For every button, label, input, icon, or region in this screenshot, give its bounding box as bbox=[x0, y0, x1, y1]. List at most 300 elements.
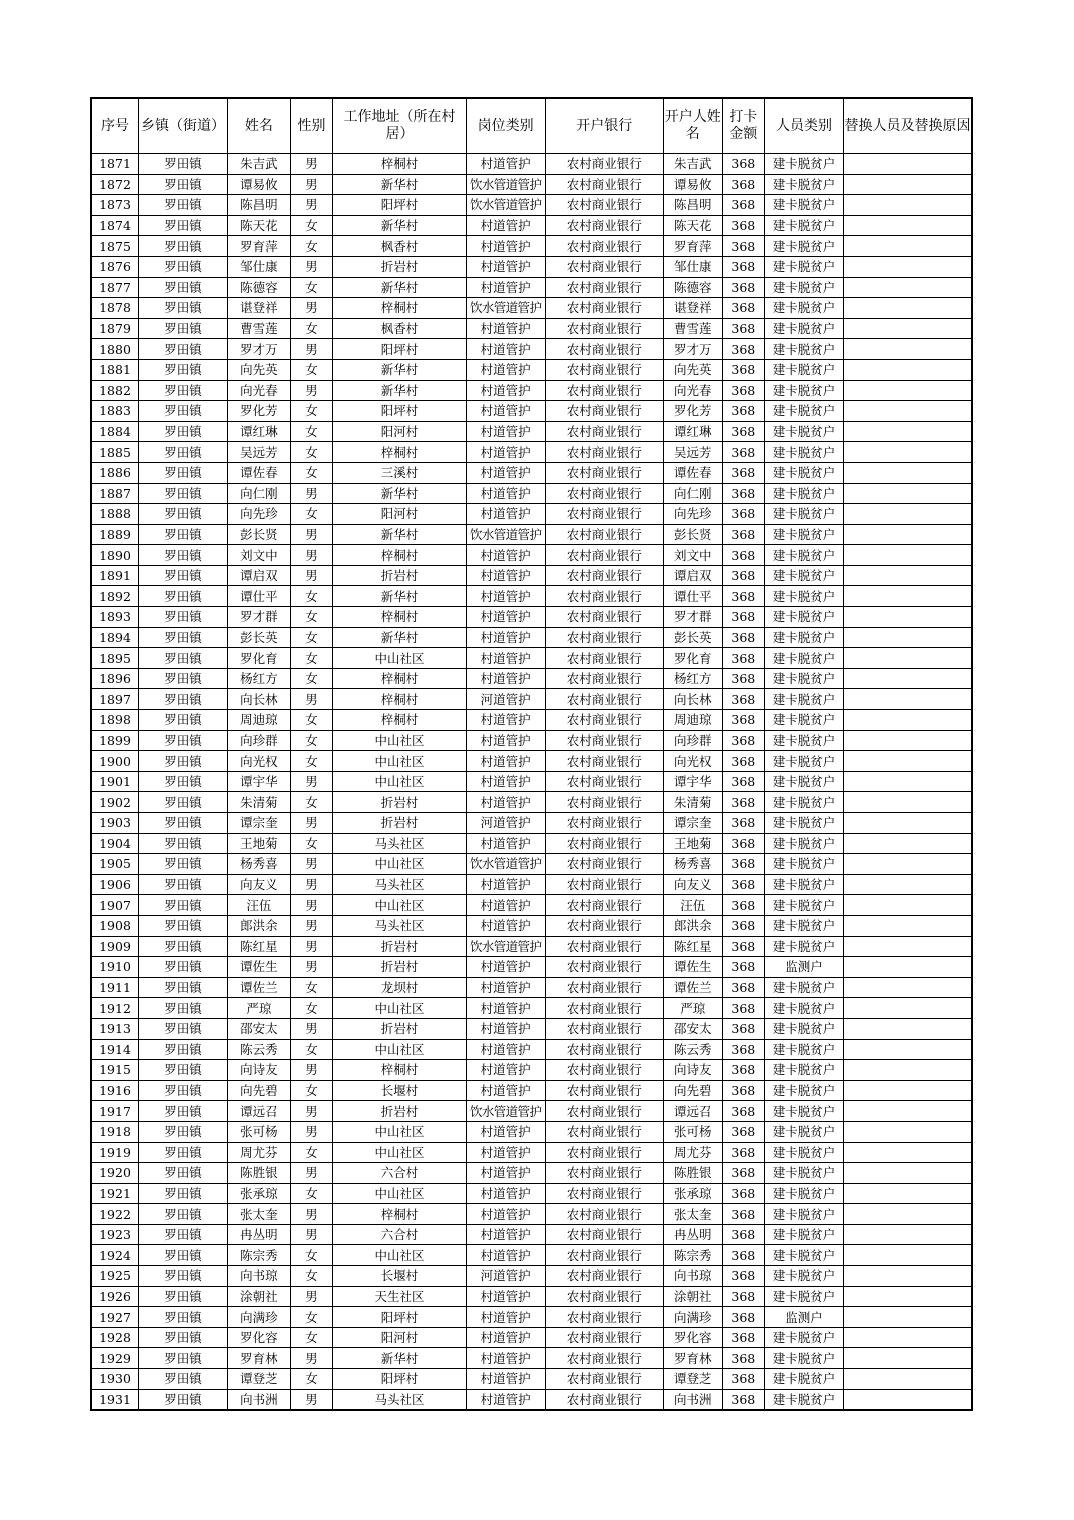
col-work-address-cell: 折岩村 bbox=[333, 813, 467, 834]
header-col-replacement: 替换人员及替换原因 bbox=[843, 98, 972, 154]
col-post-type-cell: 村道管护 bbox=[466, 874, 545, 895]
col-bank-cell: 农村商业银行 bbox=[545, 1101, 663, 1122]
col-township-cell: 罗田镇 bbox=[139, 483, 228, 504]
col-bank-cell: 农村商业银行 bbox=[545, 648, 663, 669]
col-bank-cell: 农村商业银行 bbox=[545, 1060, 663, 1081]
col-bank-cell: 农村商业银行 bbox=[545, 1018, 663, 1039]
col-post-type-cell: 村道管护 bbox=[466, 154, 545, 175]
col-account-holder-cell: 谭宇华 bbox=[663, 771, 722, 792]
col-work-address-cell: 新华村 bbox=[333, 627, 467, 648]
col-account-holder-cell: 周迪琼 bbox=[663, 710, 722, 731]
col-name-cell: 张承琼 bbox=[228, 1183, 291, 1204]
col-post-type-cell: 村道管护 bbox=[466, 1183, 545, 1204]
header-col-amount: 打卡金额 bbox=[722, 98, 764, 154]
col-work-address-cell: 中山社区 bbox=[333, 730, 467, 751]
col-post-type-cell: 村道管护 bbox=[466, 1204, 545, 1225]
col-replacement-cell bbox=[843, 915, 972, 936]
col-gender-cell: 女 bbox=[290, 751, 332, 772]
col-gender-cell: 女 bbox=[290, 401, 332, 422]
col-amount-cell: 368 bbox=[722, 1018, 764, 1039]
col-amount-cell: 368 bbox=[722, 1101, 764, 1122]
col-account-holder-cell: 陈德容 bbox=[663, 277, 722, 298]
col-seq-cell: 1902 bbox=[91, 792, 139, 813]
col-account-holder-cell: 杨红方 bbox=[663, 668, 722, 689]
col-work-address-cell: 中山社区 bbox=[333, 1121, 467, 1142]
col-bank-cell: 农村商业银行 bbox=[545, 359, 663, 380]
col-post-type-cell: 村道管护 bbox=[466, 1080, 545, 1101]
col-name-cell: 谭仕平 bbox=[228, 586, 291, 607]
col-account-holder-cell: 张可杨 bbox=[663, 1121, 722, 1142]
col-gender-cell: 男 bbox=[290, 1348, 332, 1369]
col-seq-cell: 1915 bbox=[91, 1060, 139, 1081]
col-name-cell: 冉丛明 bbox=[228, 1224, 291, 1245]
col-account-holder-cell: 向长林 bbox=[663, 689, 722, 710]
col-replacement-cell bbox=[843, 874, 972, 895]
col-seq-cell: 1894 bbox=[91, 627, 139, 648]
col-gender-cell: 女 bbox=[290, 998, 332, 1019]
col-amount-cell: 368 bbox=[722, 874, 764, 895]
col-replacement-cell bbox=[843, 957, 972, 978]
col-township-cell: 罗田镇 bbox=[139, 1245, 228, 1266]
col-work-address-cell: 阳河村 bbox=[333, 504, 467, 525]
col-township-cell: 罗田镇 bbox=[139, 462, 228, 483]
col-amount-cell: 368 bbox=[722, 195, 764, 216]
table-row bbox=[91, 792, 972, 813]
col-township-cell: 罗田镇 bbox=[139, 689, 228, 710]
col-person-type-cell: 建卡脱贫户 bbox=[765, 318, 844, 339]
col-name-cell: 彭长贤 bbox=[228, 524, 291, 545]
col-work-address-cell: 新华村 bbox=[333, 174, 467, 195]
col-township-cell: 罗田镇 bbox=[139, 957, 228, 978]
col-person-type-cell: 建卡脱贫户 bbox=[765, 401, 844, 422]
col-post-type-cell: 村道管护 bbox=[466, 339, 545, 360]
col-work-address-cell: 三溪村 bbox=[333, 462, 467, 483]
col-seq-cell: 1874 bbox=[91, 215, 139, 236]
col-gender-cell: 男 bbox=[290, 915, 332, 936]
col-township-cell: 罗田镇 bbox=[139, 1080, 228, 1101]
col-seq-cell: 1886 bbox=[91, 462, 139, 483]
col-bank-cell: 农村商业银行 bbox=[545, 339, 663, 360]
col-person-type-cell: 建卡脱贫户 bbox=[765, 236, 844, 257]
col-replacement-cell bbox=[843, 215, 972, 236]
col-work-address-cell: 马头社区 bbox=[333, 874, 467, 895]
col-township-cell: 罗田镇 bbox=[139, 524, 228, 545]
col-work-address-cell: 长堰村 bbox=[333, 1266, 467, 1287]
col-seq-cell: 1904 bbox=[91, 833, 139, 854]
table-row bbox=[91, 1245, 972, 1266]
col-township-cell: 罗田镇 bbox=[139, 256, 228, 277]
col-township-cell: 罗田镇 bbox=[139, 648, 228, 669]
col-name-cell: 陈云秀 bbox=[228, 1039, 291, 1060]
col-person-type-cell: 建卡脱贫户 bbox=[765, 1183, 844, 1204]
col-gender-cell: 男 bbox=[290, 339, 332, 360]
col-account-holder-cell: 涂朝社 bbox=[663, 1286, 722, 1307]
col-post-type-cell: 村道管护 bbox=[466, 1245, 545, 1266]
col-amount-cell: 368 bbox=[722, 565, 764, 586]
col-amount-cell: 368 bbox=[722, 689, 764, 710]
col-bank-cell: 农村商业银行 bbox=[545, 524, 663, 545]
col-work-address-cell: 枫香村 bbox=[333, 236, 467, 257]
col-replacement-cell bbox=[843, 1018, 972, 1039]
col-gender-cell: 男 bbox=[290, 524, 332, 545]
col-gender-cell: 男 bbox=[290, 154, 332, 175]
col-account-holder-cell: 陈昌明 bbox=[663, 195, 722, 216]
col-gender-cell: 女 bbox=[290, 1327, 332, 1348]
col-account-holder-cell: 邹仕康 bbox=[663, 256, 722, 277]
col-seq-cell: 1921 bbox=[91, 1183, 139, 1204]
col-post-type-cell: 河道管护 bbox=[466, 689, 545, 710]
col-work-address-cell: 梓桐村 bbox=[333, 607, 467, 628]
col-replacement-cell bbox=[843, 689, 972, 710]
col-name-cell: 罗才万 bbox=[228, 339, 291, 360]
col-bank-cell: 农村商业银行 bbox=[545, 1039, 663, 1060]
col-account-holder-cell: 谭易攸 bbox=[663, 174, 722, 195]
col-post-type-cell: 村道管护 bbox=[466, 462, 545, 483]
col-work-address-cell: 梓桐村 bbox=[333, 298, 467, 319]
table-row bbox=[91, 771, 972, 792]
table-row bbox=[91, 1101, 972, 1122]
col-bank-cell: 农村商业银行 bbox=[545, 1121, 663, 1142]
col-bank-cell: 农村商业银行 bbox=[545, 462, 663, 483]
col-gender-cell: 男 bbox=[290, 298, 332, 319]
col-name-cell: 周尤芬 bbox=[228, 1142, 291, 1163]
col-account-holder-cell: 谭仕平 bbox=[663, 586, 722, 607]
col-bank-cell: 农村商业银行 bbox=[545, 442, 663, 463]
col-post-type-cell: 村道管护 bbox=[466, 1142, 545, 1163]
header-col-person-type: 人员类别 bbox=[765, 98, 844, 154]
table-row bbox=[91, 565, 972, 586]
col-amount-cell: 368 bbox=[722, 215, 764, 236]
col-work-address-cell: 新华村 bbox=[333, 1348, 467, 1369]
col-gender-cell: 男 bbox=[290, 545, 332, 566]
col-name-cell: 谭佐生 bbox=[228, 957, 291, 978]
col-person-type-cell: 建卡脱贫户 bbox=[765, 1286, 844, 1307]
table-row bbox=[91, 483, 972, 504]
col-amount-cell: 368 bbox=[722, 277, 764, 298]
col-replacement-cell bbox=[843, 1266, 972, 1287]
col-name-cell: 谭宗奎 bbox=[228, 813, 291, 834]
col-township-cell: 罗田镇 bbox=[139, 215, 228, 236]
col-amount-cell: 368 bbox=[722, 648, 764, 669]
col-bank-cell: 农村商业银行 bbox=[545, 1369, 663, 1390]
col-account-holder-cell: 谭启双 bbox=[663, 565, 722, 586]
col-seq-cell: 1911 bbox=[91, 977, 139, 998]
col-post-type-cell: 饮水管道管护 bbox=[466, 524, 545, 545]
col-replacement-cell bbox=[843, 1163, 972, 1184]
col-bank-cell: 农村商业银行 bbox=[545, 668, 663, 689]
col-account-holder-cell: 王地菊 bbox=[663, 833, 722, 854]
col-amount-cell: 368 bbox=[722, 936, 764, 957]
col-name-cell: 张太奎 bbox=[228, 1204, 291, 1225]
col-name-cell: 罗化芳 bbox=[228, 401, 291, 422]
col-gender-cell: 男 bbox=[290, 1389, 332, 1410]
col-name-cell: 涂朝社 bbox=[228, 1286, 291, 1307]
col-person-type-cell: 监测户 bbox=[765, 957, 844, 978]
col-township-cell: 罗田镇 bbox=[139, 1018, 228, 1039]
col-seq-cell: 1879 bbox=[91, 318, 139, 339]
col-seq-cell: 1929 bbox=[91, 1348, 139, 1369]
col-township-cell: 罗田镇 bbox=[139, 565, 228, 586]
col-post-type-cell: 村道管护 bbox=[466, 792, 545, 813]
col-work-address-cell: 中山社区 bbox=[333, 1039, 467, 1060]
col-work-address-cell: 中山社区 bbox=[333, 1142, 467, 1163]
col-person-type-cell: 建卡脱贫户 bbox=[765, 1039, 844, 1060]
col-gender-cell: 女 bbox=[290, 1080, 332, 1101]
col-name-cell: 王地菊 bbox=[228, 833, 291, 854]
col-account-holder-cell: 谭宗奎 bbox=[663, 813, 722, 834]
col-person-type-cell: 建卡脱贫户 bbox=[765, 586, 844, 607]
col-township-cell: 罗田镇 bbox=[139, 1060, 228, 1081]
col-bank-cell: 农村商业银行 bbox=[545, 998, 663, 1019]
col-work-address-cell: 折岩村 bbox=[333, 1018, 467, 1039]
col-name-cell: 陈胜银 bbox=[228, 1163, 291, 1184]
col-gender-cell: 男 bbox=[290, 1286, 332, 1307]
col-seq-cell: 1892 bbox=[91, 586, 139, 607]
col-post-type-cell: 村道管护 bbox=[466, 565, 545, 586]
col-gender-cell: 女 bbox=[290, 1245, 332, 1266]
col-person-type-cell: 建卡脱贫户 bbox=[765, 1101, 844, 1122]
col-post-type-cell: 村道管护 bbox=[466, 1348, 545, 1369]
col-replacement-cell bbox=[843, 442, 972, 463]
col-gender-cell: 女 bbox=[290, 792, 332, 813]
col-person-type-cell: 建卡脱贫户 bbox=[765, 545, 844, 566]
col-replacement-cell bbox=[843, 936, 972, 957]
col-name-cell: 谭宇华 bbox=[228, 771, 291, 792]
col-bank-cell: 农村商业银行 bbox=[545, 504, 663, 525]
col-replacement-cell bbox=[843, 1142, 972, 1163]
col-amount-cell: 368 bbox=[722, 895, 764, 916]
col-person-type-cell: 建卡脱贫户 bbox=[765, 771, 844, 792]
col-replacement-cell bbox=[843, 504, 972, 525]
col-township-cell: 罗田镇 bbox=[139, 504, 228, 525]
col-township-cell: 罗田镇 bbox=[139, 1327, 228, 1348]
col-township-cell: 罗田镇 bbox=[139, 545, 228, 566]
col-work-address-cell: 中山社区 bbox=[333, 751, 467, 772]
col-post-type-cell: 村道管护 bbox=[466, 957, 545, 978]
table-row bbox=[91, 298, 972, 319]
col-amount-cell: 368 bbox=[722, 627, 764, 648]
col-name-cell: 向先碧 bbox=[228, 1080, 291, 1101]
col-bank-cell: 农村商业银行 bbox=[545, 277, 663, 298]
col-gender-cell: 女 bbox=[290, 462, 332, 483]
table-row bbox=[91, 462, 972, 483]
col-replacement-cell bbox=[843, 1060, 972, 1081]
col-township-cell: 罗田镇 bbox=[139, 154, 228, 175]
col-gender-cell: 女 bbox=[290, 277, 332, 298]
col-account-holder-cell: 谌登祥 bbox=[663, 298, 722, 319]
col-account-holder-cell: 向满珍 bbox=[663, 1307, 722, 1328]
col-gender-cell: 男 bbox=[290, 957, 332, 978]
col-township-cell: 罗田镇 bbox=[139, 895, 228, 916]
col-gender-cell: 女 bbox=[290, 1369, 332, 1390]
col-seq-cell: 1872 bbox=[91, 174, 139, 195]
col-account-holder-cell: 向书琼 bbox=[663, 1266, 722, 1287]
col-name-cell: 彭长英 bbox=[228, 627, 291, 648]
table-row bbox=[91, 1369, 972, 1390]
col-amount-cell: 368 bbox=[722, 1307, 764, 1328]
table-row bbox=[91, 936, 972, 957]
col-work-address-cell: 中山社区 bbox=[333, 1183, 467, 1204]
col-amount-cell: 368 bbox=[722, 1327, 764, 1348]
header-col-account-holder: 开户人姓名 bbox=[663, 98, 722, 154]
col-replacement-cell bbox=[843, 1224, 972, 1245]
col-township-cell: 罗田镇 bbox=[139, 1348, 228, 1369]
col-work-address-cell: 折岩村 bbox=[333, 936, 467, 957]
col-post-type-cell: 村道管护 bbox=[466, 627, 545, 648]
col-amount-cell: 368 bbox=[722, 710, 764, 731]
col-work-address-cell: 阳坪村 bbox=[333, 1369, 467, 1390]
col-person-type-cell: 建卡脱贫户 bbox=[765, 1348, 844, 1369]
col-post-type-cell: 村道管护 bbox=[466, 442, 545, 463]
col-name-cell: 向满珍 bbox=[228, 1307, 291, 1328]
col-replacement-cell bbox=[843, 627, 972, 648]
col-person-type-cell: 建卡脱贫户 bbox=[765, 1121, 844, 1142]
col-seq-cell: 1897 bbox=[91, 689, 139, 710]
col-gender-cell: 女 bbox=[290, 215, 332, 236]
col-name-cell: 陈昌明 bbox=[228, 195, 291, 216]
col-amount-cell: 368 bbox=[722, 256, 764, 277]
col-amount-cell: 368 bbox=[722, 833, 764, 854]
col-seq-cell: 1885 bbox=[91, 442, 139, 463]
col-work-address-cell: 中山社区 bbox=[333, 1245, 467, 1266]
col-name-cell: 谭登芝 bbox=[228, 1369, 291, 1390]
col-gender-cell: 女 bbox=[290, 833, 332, 854]
col-amount-cell: 368 bbox=[722, 421, 764, 442]
col-seq-cell: 1873 bbox=[91, 195, 139, 216]
col-replacement-cell bbox=[843, 277, 972, 298]
col-work-address-cell: 新华村 bbox=[333, 380, 467, 401]
col-person-type-cell: 建卡脱贫户 bbox=[765, 1080, 844, 1101]
col-account-holder-cell: 张太奎 bbox=[663, 1204, 722, 1225]
table-row bbox=[91, 668, 972, 689]
col-replacement-cell bbox=[843, 1039, 972, 1060]
col-person-type-cell: 建卡脱贫户 bbox=[765, 195, 844, 216]
col-person-type-cell: 建卡脱贫户 bbox=[765, 174, 844, 195]
col-name-cell: 向长林 bbox=[228, 689, 291, 710]
col-person-type-cell: 建卡脱贫户 bbox=[765, 915, 844, 936]
col-bank-cell: 农村商业银行 bbox=[545, 1183, 663, 1204]
col-post-type-cell: 村道管护 bbox=[466, 1389, 545, 1410]
col-person-type-cell: 建卡脱贫户 bbox=[765, 627, 844, 648]
header-col-township: 乡镇（街道） bbox=[139, 98, 228, 154]
col-work-address-cell: 六合村 bbox=[333, 1163, 467, 1184]
col-replacement-cell bbox=[843, 1307, 972, 1328]
col-person-type-cell: 建卡脱贫户 bbox=[765, 154, 844, 175]
col-replacement-cell bbox=[843, 154, 972, 175]
col-name-cell: 严琼 bbox=[228, 998, 291, 1019]
col-post-type-cell: 村道管护 bbox=[466, 256, 545, 277]
col-gender-cell: 女 bbox=[290, 668, 332, 689]
col-amount-cell: 368 bbox=[722, 1286, 764, 1307]
col-person-type-cell: 建卡脱贫户 bbox=[765, 524, 844, 545]
col-township-cell: 罗田镇 bbox=[139, 359, 228, 380]
col-work-address-cell: 梓桐村 bbox=[333, 545, 467, 566]
col-gender-cell: 女 bbox=[290, 648, 332, 669]
col-person-type-cell: 建卡脱贫户 bbox=[765, 1163, 844, 1184]
col-person-type-cell: 建卡脱贫户 bbox=[765, 792, 844, 813]
col-township-cell: 罗田镇 bbox=[139, 1286, 228, 1307]
table-row bbox=[91, 195, 972, 216]
col-name-cell: 罗育萍 bbox=[228, 236, 291, 257]
col-person-type-cell: 建卡脱贫户 bbox=[765, 874, 844, 895]
col-amount-cell: 368 bbox=[722, 442, 764, 463]
col-replacement-cell bbox=[843, 771, 972, 792]
col-work-address-cell: 新华村 bbox=[333, 215, 467, 236]
col-name-cell: 杨红方 bbox=[228, 668, 291, 689]
col-work-address-cell: 六合村 bbox=[333, 1224, 467, 1245]
col-work-address-cell: 阳河村 bbox=[333, 1327, 467, 1348]
col-township-cell: 罗田镇 bbox=[139, 277, 228, 298]
col-bank-cell: 农村商业银行 bbox=[545, 813, 663, 834]
col-seq-cell: 1931 bbox=[91, 1389, 139, 1410]
col-post-type-cell: 村道管护 bbox=[466, 915, 545, 936]
col-bank-cell: 农村商业银行 bbox=[545, 1307, 663, 1328]
col-gender-cell: 男 bbox=[290, 1060, 332, 1081]
col-work-address-cell: 中山社区 bbox=[333, 895, 467, 916]
table-row bbox=[91, 998, 972, 1019]
col-bank-cell: 农村商业银行 bbox=[545, 1080, 663, 1101]
col-seq-cell: 1888 bbox=[91, 504, 139, 525]
col-bank-cell: 农村商业银行 bbox=[545, 421, 663, 442]
col-gender-cell: 女 bbox=[290, 977, 332, 998]
col-amount-cell: 368 bbox=[722, 1080, 764, 1101]
col-work-address-cell: 马头社区 bbox=[333, 1389, 467, 1410]
col-work-address-cell: 阳坪村 bbox=[333, 195, 467, 216]
col-name-cell: 向光春 bbox=[228, 380, 291, 401]
col-bank-cell: 农村商业银行 bbox=[545, 174, 663, 195]
col-post-type-cell: 村道管护 bbox=[466, 1286, 545, 1307]
col-seq-cell: 1887 bbox=[91, 483, 139, 504]
col-township-cell: 罗田镇 bbox=[139, 318, 228, 339]
col-post-type-cell: 村道管护 bbox=[466, 710, 545, 731]
col-gender-cell: 男 bbox=[290, 195, 332, 216]
col-township-cell: 罗田镇 bbox=[139, 1183, 228, 1204]
col-name-cell: 谭易攸 bbox=[228, 174, 291, 195]
table-row bbox=[91, 1286, 972, 1307]
col-work-address-cell: 梓桐村 bbox=[333, 689, 467, 710]
col-post-type-cell: 村道管护 bbox=[466, 751, 545, 772]
col-work-address-cell: 新华村 bbox=[333, 524, 467, 545]
col-township-cell: 罗田镇 bbox=[139, 607, 228, 628]
col-bank-cell: 农村商业银行 bbox=[545, 1389, 663, 1410]
col-replacement-cell bbox=[843, 586, 972, 607]
col-account-holder-cell: 向先碧 bbox=[663, 1080, 722, 1101]
col-post-type-cell: 河道管护 bbox=[466, 1266, 545, 1287]
col-amount-cell: 368 bbox=[722, 1121, 764, 1142]
col-name-cell: 朱吉武 bbox=[228, 154, 291, 175]
col-township-cell: 罗田镇 bbox=[139, 874, 228, 895]
col-post-type-cell: 村道管护 bbox=[466, 483, 545, 504]
header-col-post-type: 岗位类别 bbox=[466, 98, 545, 154]
col-name-cell: 谭佐兰 bbox=[228, 977, 291, 998]
col-amount-cell: 368 bbox=[722, 524, 764, 545]
col-replacement-cell bbox=[843, 730, 972, 751]
col-amount-cell: 368 bbox=[722, 1204, 764, 1225]
col-work-address-cell: 阳坪村 bbox=[333, 401, 467, 422]
col-post-type-cell: 饮水管道管护 bbox=[466, 1101, 545, 1122]
col-replacement-cell bbox=[843, 648, 972, 669]
col-person-type-cell: 建卡脱贫户 bbox=[765, 607, 844, 628]
col-account-holder-cell: 陈云秀 bbox=[663, 1039, 722, 1060]
table-row bbox=[91, 442, 972, 463]
col-post-type-cell: 村道管护 bbox=[466, 1369, 545, 1390]
col-person-type-cell: 建卡脱贫户 bbox=[765, 648, 844, 669]
col-amount-cell: 368 bbox=[722, 915, 764, 936]
col-gender-cell: 男 bbox=[290, 1163, 332, 1184]
col-gender-cell: 男 bbox=[290, 771, 332, 792]
table-row bbox=[91, 1121, 972, 1142]
col-gender-cell: 男 bbox=[290, 1101, 332, 1122]
